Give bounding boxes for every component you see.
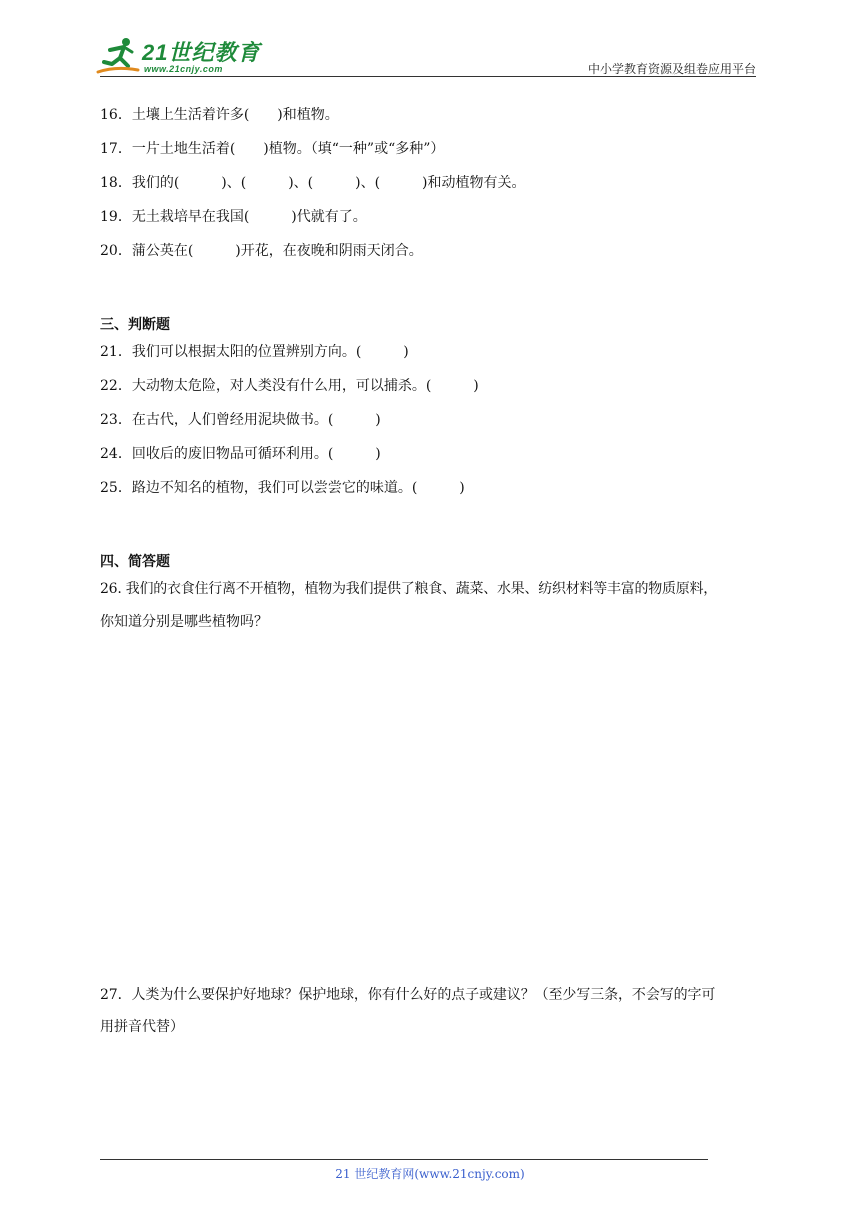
question-19 [100, 207, 367, 227]
logo-url: www.21cnjy.com [144, 64, 223, 74]
question-number: 23． [100, 412, 132, 428]
question-number: 20． [100, 243, 132, 259]
question-18 [100, 173, 526, 193]
question-text: 无土栽培早在我国( )代就有了。 [131, 209, 367, 225]
question-20 [100, 241, 423, 261]
question-number: 21． [100, 344, 132, 360]
question-number: 17． [100, 141, 132, 157]
question-24 [100, 444, 381, 464]
header-divider [100, 76, 756, 77]
question-text: 大动物太危险，对人类没有什么用，可以捕杀。( ) [131, 378, 479, 394]
question-text: 一片土地生活着( )植物。（填“一种”或“多种”） [131, 141, 445, 157]
question-number: 18． [100, 175, 132, 191]
section-title-judgement: 三、判断题 [100, 317, 170, 333]
footer-link[interactable]: 21 世纪教育网(www.21cnjy.com) [335, 1167, 525, 1181]
site-logo[interactable] [96, 34, 266, 78]
question-number: 25． [100, 480, 132, 496]
question-text: 回收后的废旧物品可循环利用。( ) [131, 446, 381, 462]
question-27-line-1: 27．人类为什么要保护好地球？保护地球，你有什么好的点子或建议？（至少写三条，不会写的字可 [100, 987, 716, 1003]
question-text: 我们的( )、( )、( )、( )和动植物有关。 [131, 175, 526, 191]
question-text: 蒲公英在( )开花，在夜晚和阴雨天闭合。 [131, 243, 423, 259]
question-number: 16． [100, 107, 132, 123]
question-26-line-2: 你知道分别是哪些植物吗？ [100, 614, 268, 630]
question-text: 路边不知名的植物，我们可以尝尝它的味道。( ) [131, 480, 465, 496]
question-17 [100, 139, 444, 159]
page-header [0, 0, 860, 80]
question-number: 22． [100, 378, 132, 394]
footer-divider [100, 1159, 708, 1160]
logo-text: 21世纪教育 [142, 40, 261, 65]
section-title-short-answer: 四、简答题 [100, 554, 170, 570]
question-text: 土壤上生活着许多( )和植物。 [131, 107, 339, 123]
question-22 [100, 376, 479, 396]
question-text: 我们可以根据太阳的位置辨别方向。( ) [131, 344, 409, 360]
question-number: 24． [100, 446, 132, 462]
question-27-line-2: 用拼音代替） [100, 1019, 184, 1035]
question-25 [100, 478, 465, 498]
runner-logo-icon [96, 36, 140, 76]
question-21 [100, 342, 409, 362]
question-16 [100, 105, 339, 125]
question-text: 在古代，人们曾经用泥块做书。( ) [131, 412, 381, 428]
question-26-line-1: 26. 我们的衣食住行离不开植物，植物为我们提供了粮食、蔬菜、水果、纺织材料等丰富的物质原料， [100, 581, 717, 597]
question-number: 19． [100, 209, 132, 225]
header-tagline: 中小学教育资源及组卷应用平台 [587, 62, 756, 76]
question-23 [100, 410, 381, 430]
